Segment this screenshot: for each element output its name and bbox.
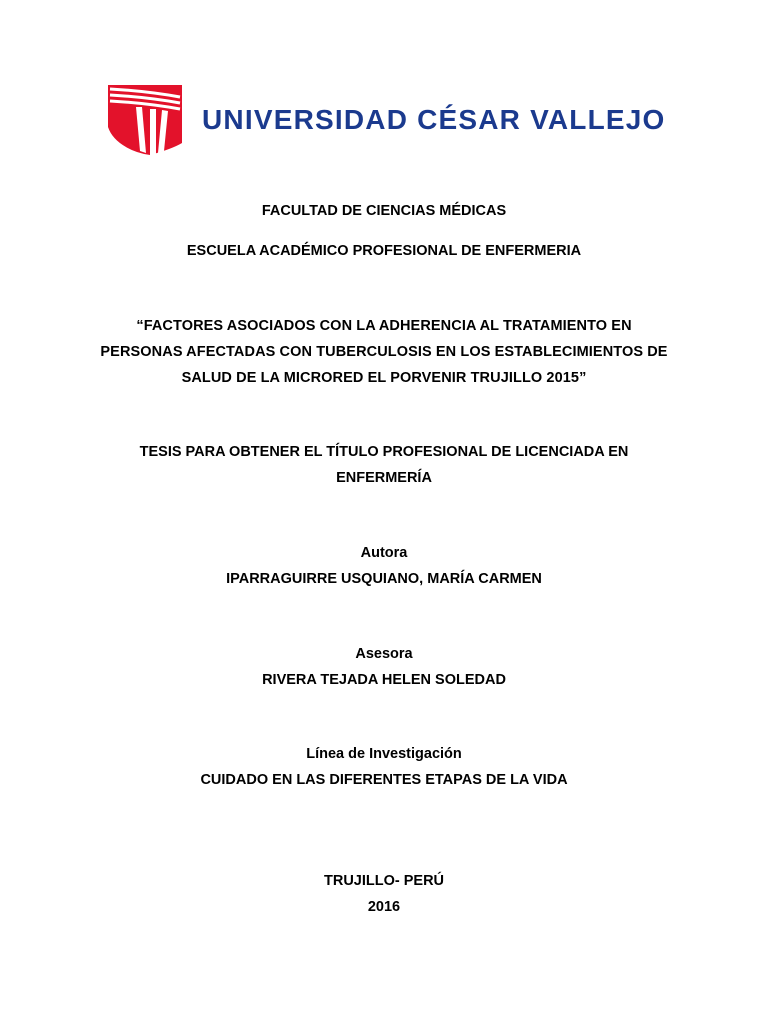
faculty-heading: FACULTAD DE CIENCIAS MÉDICAS <box>261 203 507 219</box>
place: TRUJILLO- PERÚ <box>323 873 445 889</box>
thesis-title-line: PERSONAS AFECTADAS CON TUBERCULOSIS EN LOS ESTABLECIMIENTOS DE <box>100 344 668 360</box>
advisor-label: Asesora <box>355 646 413 662</box>
school-heading: ESCUELA ACADÉMICO PROFESIONAL DE ENFERMERIA <box>186 243 582 259</box>
research-line-label: Línea de Investigación <box>306 746 462 762</box>
thesis-purpose-line: TESIS PARA OBTENER EL TÍTULO PROFESIONAL DE LICENCIADA EN <box>139 444 629 460</box>
author-name: IPARRAGUIRRE USQUIANO, MARÍA CARMEN <box>226 571 542 587</box>
thesis-title-line: “FACTORES ASOCIADOS CON LA ADHERENCIA AL TRATAMIENTO EN <box>136 318 632 334</box>
research-line-value: CUIDADO EN LAS DIFERENTES ETAPAS DE LA VIDA <box>200 772 568 788</box>
year: 2016 <box>367 899 401 915</box>
university-logo-icon <box>106 83 184 157</box>
thesis-purpose-line: ENFERMERÍA <box>336 470 432 486</box>
author-label: Autora <box>360 545 408 561</box>
university-wordmark: UNIVERSIDAD CÉSAR VALLEJO <box>202 104 666 135</box>
advisor-name: RIVERA TEJADA HELEN SOLEDAD <box>262 672 506 688</box>
thesis-title-line: SALUD DE LA MICRORED EL PORVENIR TRUJILLO 2015” <box>181 370 587 386</box>
